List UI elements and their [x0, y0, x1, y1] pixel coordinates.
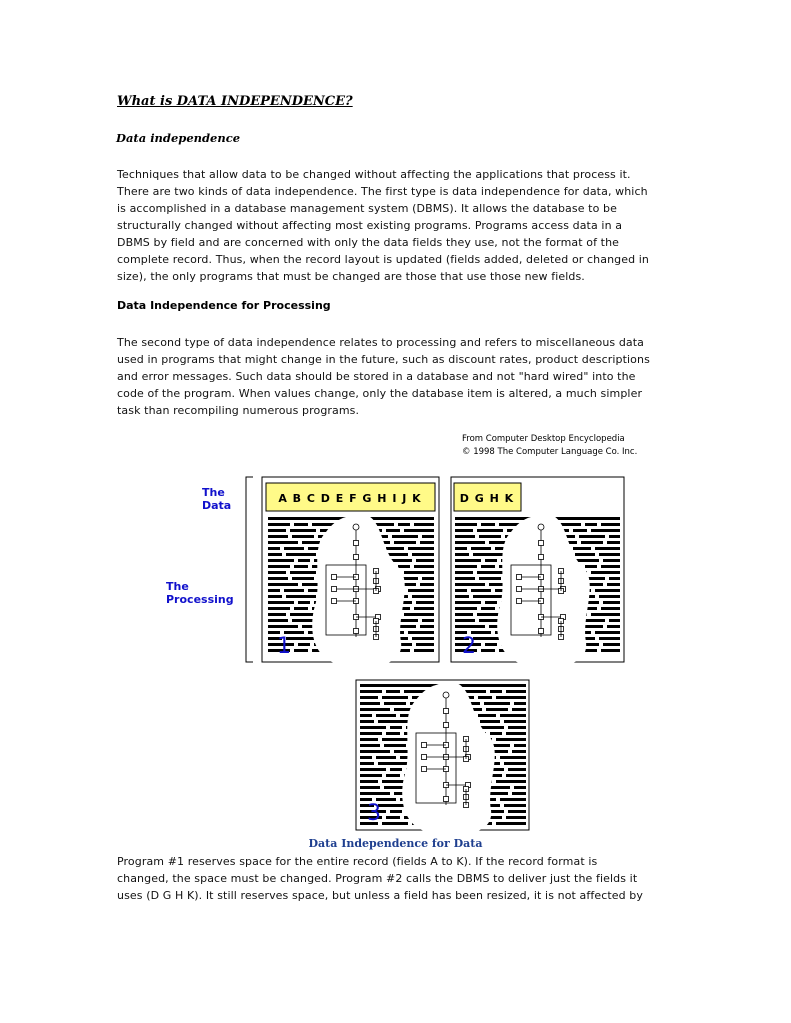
- paragraph-line: and error messages. Such data should be stored in a database and not "hard wired" into the: [117, 370, 636, 383]
- paragraph-line: structurally changed without affecting most existing programs. Programs access data in a: [117, 219, 623, 232]
- section-heading: Data Independence for Processing: [117, 299, 331, 312]
- paragraph-line: complete record. Thus, when the record layout is updated (fields added, deleted or changed in: [117, 253, 649, 266]
- label-the-processing-line1: The: [166, 580, 189, 593]
- paragraph-line: used in programs that might change in the future, such as discount rates, product descriptions: [117, 353, 650, 366]
- paragraph-line: changed, the space must be changed. Program #2 calls the DBMS to deliver just the fields it: [117, 872, 638, 885]
- program-box-3: [356, 680, 529, 835]
- program-number-3: 3: [367, 801, 381, 826]
- paragraph-programs: [117, 853, 687, 904]
- program-box-1: [262, 477, 439, 667]
- page-title: What is DATA INDEPENDENCE?: [117, 94, 353, 109]
- paragraph-line: Techniques that allow data to be changed without affecting the applications that process it.: [117, 168, 631, 181]
- label-the-processing-line2: Processing: [166, 593, 234, 606]
- field-list-label: D G H K: [459, 492, 515, 505]
- paragraph-line: task than recompiling numerous programs.: [117, 404, 360, 417]
- paragraph-line: There are two kinds of data independence. The first type is data independence for data, which: [117, 185, 648, 198]
- paragraph-line: DBMS by field and are concerned with only the data fields they use, not the format of the: [117, 236, 620, 249]
- field-list-label: A B C D E F G H I J K: [278, 492, 422, 505]
- program-box-2: [451, 477, 624, 667]
- paragraph-line: size), the only programs that must be changed are those that use those new fields.: [117, 270, 585, 283]
- paragraph-line: uses (D G H K). It still reserves space, but unless a field has been resized, it is not affected by: [117, 889, 643, 902]
- paragraph-line: Program #1 reserves space for the entire record (fields A to K). If the record format is: [117, 855, 598, 868]
- paragraph-line: code of the program. When values change, only the database item is altered, a much simpler: [117, 387, 643, 400]
- paragraph-line: is accomplished in a database management system (DBMS). It allows the database to be: [117, 202, 617, 215]
- label-the-data-line1: The: [202, 486, 225, 499]
- label-the-data-line2: Data: [202, 499, 232, 512]
- bracket: [246, 477, 253, 662]
- program-number-1: 1: [277, 634, 291, 659]
- paragraph-line: The second type of data independence relates to processing and refers to miscellaneous data: [117, 336, 645, 349]
- figure-caption: Data Independence for Data: [308, 837, 483, 850]
- page-subtitle: Data independence: [116, 131, 241, 145]
- figure-credit-line1: From Computer Desktop Encyclopedia: [462, 434, 625, 444]
- program-number-2: 2: [462, 634, 476, 659]
- figure-credit-line2: © 1998 The Computer Language Co. Inc.: [462, 447, 638, 457]
